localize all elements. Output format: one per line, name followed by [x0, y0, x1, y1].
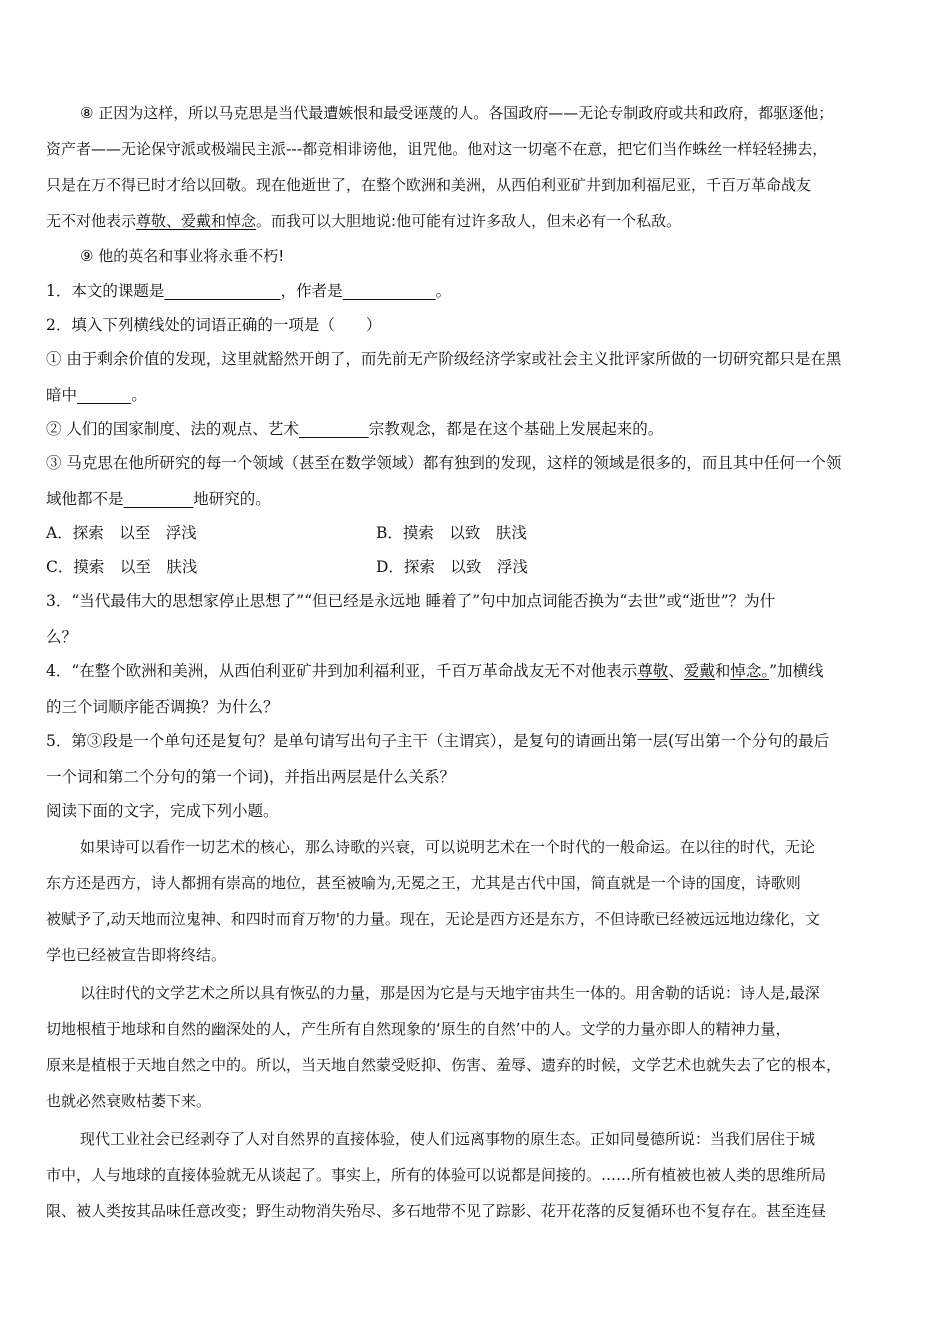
passage-2-para-1-line-3: 被赋予了,动天地而泣鬼神、和四时而育万物'的力量。现在，无论是西方还是东方，不但诗歌已经被远远地边缘化，文 [46, 910, 820, 928]
paragraph-8-line-2: 资产者——无论保守派或极端民主派---都竞相诽谤他，诅咒他。他对这一切毫不在意，把它们当作蛛丝一样轻轻拂去， [46, 140, 828, 158]
underlined-word: 悼念。 [730, 662, 770, 680]
underlined-words: 尊敬、爱戴和悼念 [136, 212, 257, 230]
question-2: 2．填入下列横线处的词语正确的一项是（ ） [46, 316, 382, 334]
reading-instruction: 阅读下面的文字，完成下列小题。 [46, 802, 279, 820]
passage-2-para-3-line-3: 限、被人类按其品味任意改变；野生动物消失殆尽、多石地带不见了踪影、花开花落的反复循环也不复存在。甚至连昼 [46, 1202, 827, 1220]
passage-2-para-2-line-2: 切地根植于地球和自然的幽深处的人，产生所有自然现象的‘原生的自然’中的人。文学的力量亦即人的精神力量， [46, 1020, 791, 1038]
passage-2-para-2-line-3: 原来是植根于天地自然之中的。所以，当天地自然蒙受贬抑、伤害、羞辱、遗弃的时候，文学艺术也就失去了它的根本， [46, 1056, 842, 1074]
question-5-line-1: 5．第③段是一个单句还是复句？是单句请写出句子主干（主谓宾），是复句的请画出第一层(写出第一个分句的最后 [46, 732, 830, 750]
question-5-line-2: 一个词和第二个分句的第一个词)，并指出两层是什么关系？ [46, 768, 456, 786]
passage-2-para-3-line-2: 市中，人与地球的直接体验就无从谈起了。事实上，所有的体验可以说都是间接的。……所有植被也被人类的思维所局 [46, 1166, 827, 1184]
blank-line [164, 282, 280, 300]
passage-2-para-1-line-4: 学也已经被宣告即将终结。 [46, 946, 227, 964]
option-c[interactable]: C．摸索 以至 肤浅 [46, 558, 198, 576]
text: 无不对他表示 [46, 212, 137, 230]
question-2-sentence-1-line-1: ① 由于剩余价值的发现，这里就豁然开朗了，而先前无产阶级经济学家或社会主义批评家所做的一切研究都只是在黑 [46, 350, 842, 368]
underlined-word: 尊敬 [637, 662, 669, 680]
blank-line [343, 282, 436, 300]
text: 地研究的。 [193, 490, 271, 508]
paragraph-8-line-4 [46, 210, 908, 232]
text: ② 人们的国家制度、法的观点、艺术 [46, 420, 299, 438]
question-2-sentence-3-line-2 [46, 488, 908, 510]
question-3-line-1: 3．“当代最伟大的思想家停止思想了”“但已经是永远地 睡着了”句中加点词能否换为“去世”或“逝世”？为什 [46, 592, 776, 610]
option-a[interactable]: A．探索 以至 浮浅 [46, 524, 197, 542]
blank-line [77, 386, 131, 404]
question-2-sentence-2 [46, 418, 908, 440]
text: ”加横线 [769, 662, 824, 680]
text: 、 [668, 662, 684, 680]
paragraph-8-line-3: 只是在万不得已时才给以回敬。现在他逝世了，在整个欧洲和美洲，从西伯利亚矿井到加利福尼亚，千百万革命战友 [46, 176, 812, 194]
text: 暗中 [46, 386, 78, 404]
text: 4．“在整个欧洲和美洲，从西伯利亚矿井到加利福利亚，千百万革命战友无不对他表示 [46, 662, 638, 680]
question-4-line-1 [46, 660, 908, 682]
text: 宗教观念，都是在这个基础上发展起来的。 [368, 420, 664, 438]
text: 域他都不是 [46, 490, 124, 508]
text: 和 [714, 662, 731, 680]
text: 。 [131, 386, 147, 404]
passage-2-para-3-line-1: 现代工业社会已经剥夺了人对自然界的直接体验，使人们远离事物的原生态。正如同曼德所说：当我们居住于城 [80, 1130, 816, 1148]
question-1 [46, 280, 908, 302]
question-1-text: ，作者是 [280, 282, 343, 300]
option-b[interactable]: B．摸索 以致 肤浅 [376, 524, 527, 542]
question-2-sentence-1-line-2 [46, 384, 908, 406]
question-4-line-2: 的三个词顺序能否调换？为什么？ [46, 698, 279, 716]
passage-2-para-2-line-1: 以往时代的文学艺术之所以具有恢弘的力量，那是因为它是与天地宇宙共生一体的。用舍勒的话说：诗人是,最深 [80, 984, 820, 1002]
passage-2-para-2-line-4: 也就必然衰败枯萎下来。 [46, 1092, 212, 1110]
blank-line [124, 490, 194, 508]
paragraph-8-line-1: ⑧ 正因为这样，所以马克思是当代最遭嫉恨和最受诬蔑的人。各国政府——无论专制政府或共和政府，都驱逐他； [80, 104, 834, 122]
question-3-line-2: 么？ [46, 628, 78, 646]
blank-line [299, 420, 369, 438]
passage-2-para-1-line-2: 东方还是西方，诗人都拥有崇高的地位，甚至被喻为,无冕之王，尤其是古代中国，简直就是一个诗的国度，诗歌则 [46, 874, 801, 892]
option-d[interactable]: D．探索 以致 浮浅 [376, 558, 528, 576]
question-1-text: 。 [435, 282, 452, 300]
text: 。而我可以大胆地说:他可能有过许多敌人，但未必有一个私敌。 [256, 212, 682, 230]
question-1-text: 1．本文的课题是 [46, 282, 165, 300]
paragraph-9: ⑨ 他的英名和事业将永垂不朽! [80, 247, 285, 265]
passage-2-para-1-line-1: 如果诗可以看作一切艺术的核心，那么诗歌的兴衰，可以说明艺术在一个时代的一般命运。在以往的时代，无论 [80, 838, 816, 856]
underlined-word: 爱戴 [683, 662, 715, 680]
question-2-sentence-3-line-1: ③ 马克思在他所研究的每一个领域（甚至在数学领域）都有独到的发现，这样的领域是很多的，而且其中任何一个领 [46, 454, 842, 472]
